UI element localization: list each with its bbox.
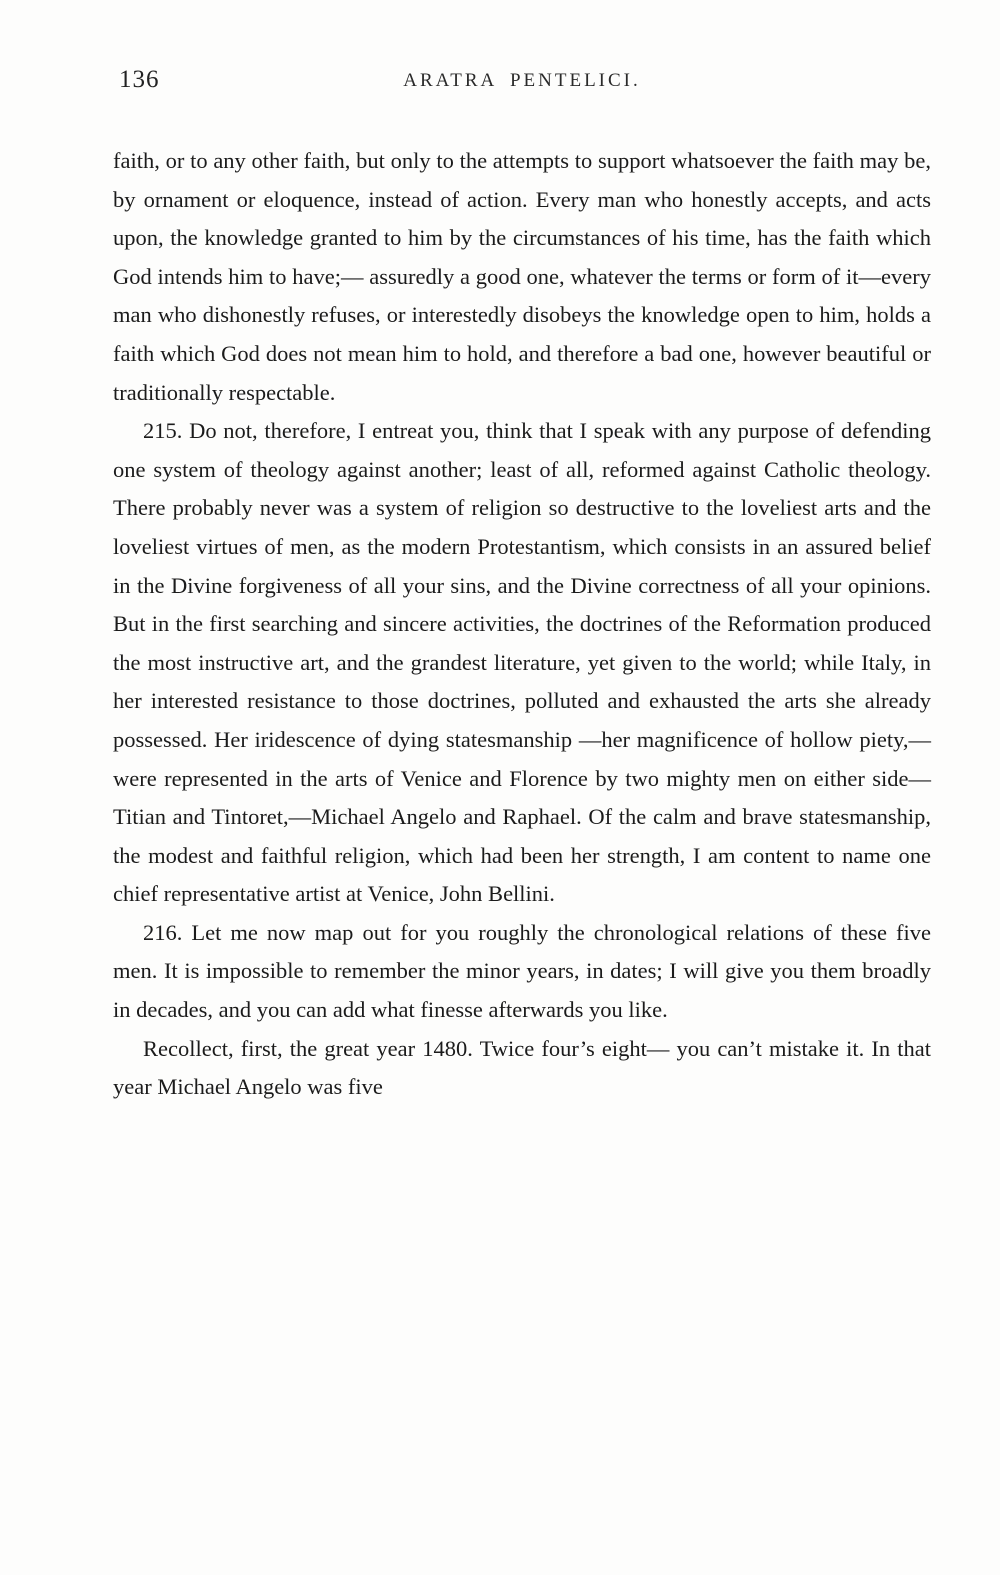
running-title: ARATRA PENTELICI. [403, 70, 641, 91]
body-text [113, 142, 931, 1107]
paragraph-216: 216. Let me now map out for you roughly the chronological relations of these five men. It is impossible to remember the minor years, in dates; I will give you them broadly in decades, and you can add what finesse afterwards you like. [113, 919, 931, 1023]
paragraph-continuation: faith, or to any other faith, but only to the attempts to support whatsoever the faith may be, by ornament or eloquence, instead of action. Every man who honestly accepts, and acts upon, the knowledge granted to him by the circumstances of his time, has the faith which God intends him to have;— assuredly a good one, whatever the terms or form of it—every man who dishonestly refuses, or interestedly disobeys the knowledge open to him, holds a faith which God does not mean him to hold, and therefore a bad one, however beautiful or traditionally respectable. [113, 148, 931, 405]
paragraph-215: 215. Do not, therefore, I entreat you, think that I speak with any purpose of defending one system of theology against another; least of all, reformed against Catholic theology. There probably never was a system of religion so destructive to the loveliest arts and the loveliest virtues of men, as the modern Protestantism, which consists in an assured belief in the Divine forgiveness of all your sins, and the Divine correctness of all your opinions. But in the first searching and sincere activities, the doctrines of the Reformation produced the most instructive art, and the grandest literature, yet given to the world; while Italy, in her interested resistance to those doctrines, polluted and exhausted the arts she already possessed. Her iridescence of dying statesmanship —her magnificence of hollow piety,—were represented in the arts of Venice and Florence by two mighty men on either side—Titian and Tintoret,—Michael Angelo and Raphael. Of the calm and brave statesmanship, the modest and faithful religion, which had been her strength, I am content to name one chief representative artist at Venice, John Bellini. [113, 418, 931, 907]
page-header [113, 66, 931, 96]
paragraph-recollect: Recollect, first, the great year 1480. Twice four’s eight— you can’t mistake it. In that year Michael Angelo was five [113, 1035, 931, 1100]
page-number: 136 [119, 66, 160, 93]
